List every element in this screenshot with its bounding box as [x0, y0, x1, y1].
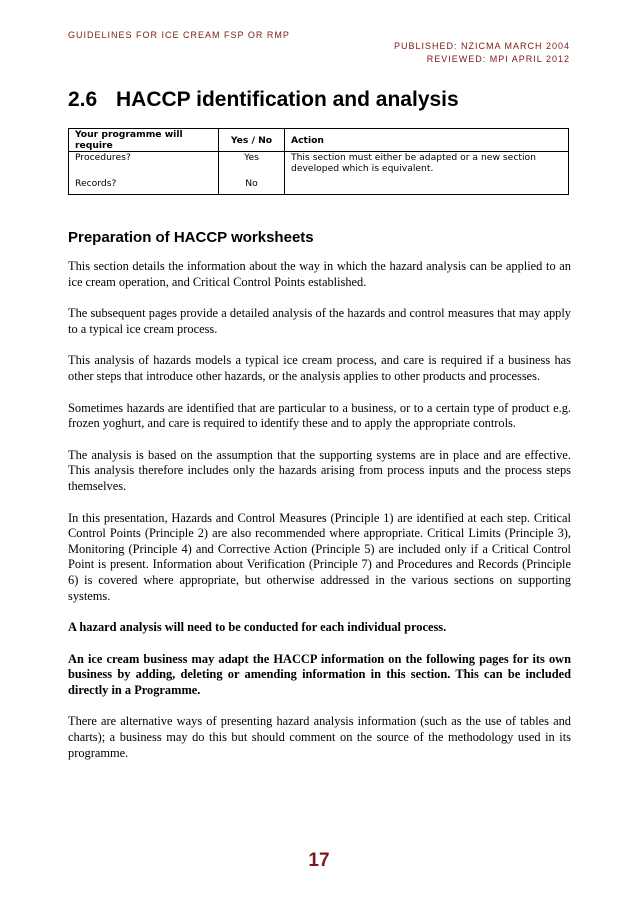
section-number: 2.6 [68, 88, 98, 111]
paragraph: There are alternative ways of presenting hazard analysis information (such as the use of tables and charts); a business may do this but should comment on the source of the methodology used in its programme. [68, 714, 571, 760]
body-text [68, 259, 571, 777]
running-header-right [394, 40, 570, 66]
row-answer: No [219, 178, 285, 195]
col-header-requirement: Your programme will require [69, 129, 219, 152]
published-line: PUBLISHED: NZICMA MARCH 2004 [393, 41, 570, 51]
bold-paragraph: A hazard analysis will need to be conducted for each individual process. [68, 620, 447, 635]
subheading: Preparation of HACCP worksheets [68, 229, 314, 246]
row-item: Records? [69, 178, 219, 195]
row-action [285, 178, 569, 195]
row-item: Procedures? [69, 152, 219, 179]
section-title: HACCP identification and analysis [116, 88, 459, 111]
section-heading [68, 88, 459, 112]
running-header-left: GUIDELINES FOR ICE CREAM FSP OR RMP [68, 30, 290, 40]
requirement-table [68, 128, 569, 195]
table-row [69, 152, 569, 179]
row-answer: Yes [219, 152, 285, 179]
paragraph: The subsequent pages provide a detailed analysis of the hazards and control measures that may apply to a typical ice cream process. [68, 306, 571, 336]
table-row [69, 178, 569, 195]
table-header-row [69, 129, 569, 152]
col-header-yes-no: Yes / No [219, 129, 285, 152]
paragraph: In this presentation, Hazards and Control Measures (Principle 1) are identified at each step. Critical Control Points (Principle 2) are also recommended where appropriate. Critical Limits (Principle 3), Monitoring (Principle 4) and Corrective Action (Principle 5) are included only if a Critical Control Point is present. Information about Verification (Principle 7) and Procedures and Records (Principle 6) is covered where appropriate, but otherwise addressed in the various sections on supporting systems. [68, 510, 571, 603]
reviewed-line: REVIEWED: MPI APRIL 2012 [426, 54, 570, 64]
row-action: This section must either be adapted or a new section developed which is equivalent. [285, 152, 569, 179]
page-number: 17 [308, 850, 330, 871]
bold-paragraph: An ice cream business may adapt the HACCP information on the following pages for its own business by adding, deleting or amending information in this section. This can be included directly in a Programme. [68, 651, 571, 697]
paragraph: This section details the information about the way in which the hazard analysis can be applied to an ice cream operation, and Critical Control Points established. [68, 259, 571, 289]
paragraph: Sometimes hazards are identified that are particular to a business, or to a certain type of product e.g. frozen yoghurt, and care is required to identify these and to apply the appropriate controls. [68, 400, 571, 431]
paragraph: The analysis is based on the assumption that the supporting systems are in place and are effective. This analysis therefore includes only the hazards arising from process inputs and the process steps themselves. [68, 447, 571, 493]
col-header-action: Action [285, 129, 569, 152]
paragraph: This analysis of hazards models a typical ice cream process, and care is required if a business has other steps that introduce other hazards, or the analysis applies to other products and processes. [68, 353, 571, 383]
